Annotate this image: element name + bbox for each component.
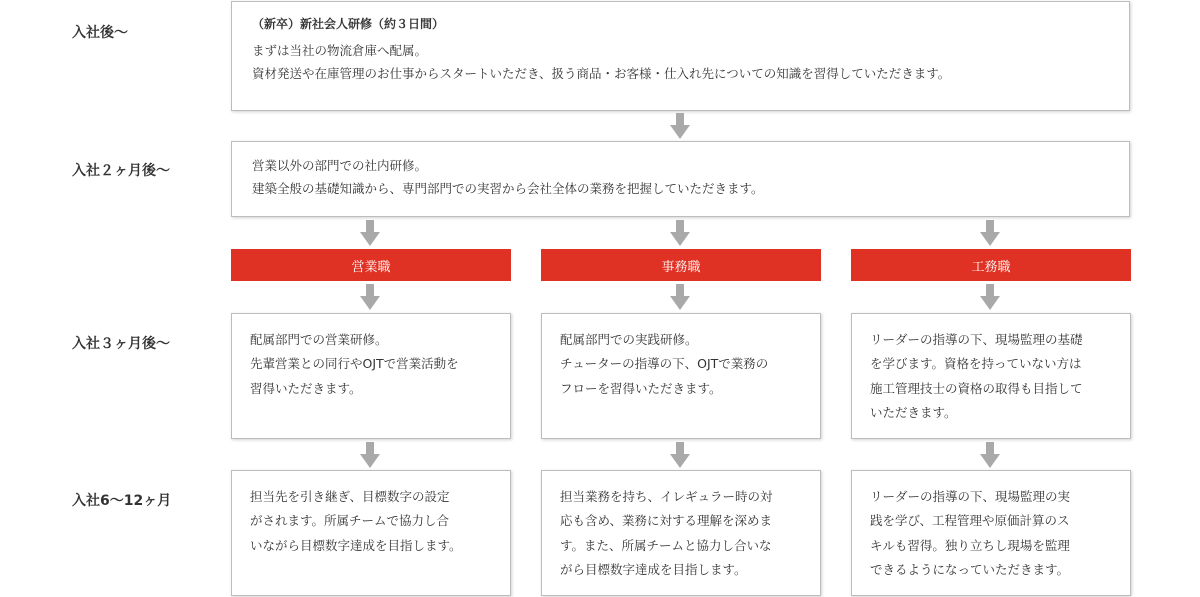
- month3-office-box: [541, 313, 821, 439]
- role-construction-header: 工務職: [851, 249, 1131, 281]
- month6-sales-line: いながら目標数字達成を目指します。: [250, 537, 462, 553]
- month6-office-box: [541, 470, 821, 596]
- month6-sales-line: 担当先を引き継ぎ、目標数字の設定: [250, 489, 450, 504]
- intro-training-box: [231, 1, 1130, 111]
- month6-construction-line: 践を学び、工程管理や原価計算のス: [870, 513, 1070, 529]
- month6-office-line: 応も含め、業務に対する理解を深めま: [560, 513, 773, 529]
- month3-office-line: チューターの指導の下、OJTで業務の: [560, 356, 769, 372]
- month2-training-box: [231, 141, 1130, 217]
- month6-office-line: す。また、所属チームと協力し合いな: [560, 537, 772, 553]
- month3-construction-line: 施工管理技士の資格の取得も目指して: [870, 380, 1083, 396]
- stage-label-month3: 入社３ヶ月後〜: [72, 336, 170, 352]
- month3-construction-line: リーダーの指導の下、現場監理の基礎: [870, 332, 1083, 347]
- month3-office-line: 配属部門での実践研修。: [560, 332, 698, 347]
- role-sales-header: 営業職: [231, 249, 511, 281]
- month2-line: 建築全般の基礎知識から、専門部門での実習から会社全体の業務を把握していただきます。: [252, 181, 764, 197]
- arrow-down-icon: [670, 113, 690, 139]
- month3-office-line: フローを習得いただきます。: [560, 380, 722, 396]
- arrow-down-icon: [980, 442, 1000, 468]
- month6-sales-box: [231, 470, 511, 596]
- arrow-down-icon: [980, 220, 1000, 246]
- month3-construction-line: を学びます。資格を持っていない方は: [870, 356, 1082, 372]
- arrow-down-icon: [360, 220, 380, 246]
- month6-construction-box: [851, 470, 1131, 596]
- month3-sales-box: [231, 313, 511, 439]
- stage-label-start: 入社後〜: [72, 25, 128, 41]
- intro-training-title: （新卒）新社会人研修（約３日間）: [252, 17, 445, 31]
- stage-label-month2: 入社２ヶ月後〜: [72, 163, 170, 179]
- month6-office-line: がら目標数字達成を目指します。: [560, 562, 747, 578]
- arrow-down-icon: [980, 284, 1000, 310]
- stage-label-month6-12: 入社6〜12ヶ月: [72, 493, 172, 509]
- arrow-down-icon: [670, 220, 690, 246]
- month6-construction-line: キルも習得。独り立ちし現場を監理: [870, 537, 1070, 553]
- month6-construction-line: できるようになっていただきます。: [870, 562, 1070, 578]
- month3-sales-line: 習得いただきます。: [250, 380, 362, 396]
- month6-office-line: 担当業務を持ち、イレギュラー時の対: [560, 489, 773, 504]
- intro-line: 資材発送や在庫管理のお仕事からスタートいただき、扱う商品・お客様・仕入れ先についての知識を習得していただきます。: [252, 66, 951, 82]
- month3-sales-line: 先輩営業との同行やOJTで営業活動を: [250, 356, 459, 372]
- arrow-down-icon: [360, 284, 380, 310]
- month6-sales-line: がされます。所属チームで協力し合: [250, 513, 450, 529]
- arrow-down-icon: [360, 442, 380, 468]
- role-office-header: 事務職: [541, 249, 821, 281]
- month3-construction-line: いただきます。: [870, 405, 957, 421]
- month6-construction-line: リーダーの指導の下、現場監理の実: [870, 489, 1071, 504]
- month3-sales-line: 配属部門での営業研修。: [250, 332, 388, 347]
- arrow-down-icon: [670, 284, 690, 310]
- month2-line: 営業以外の部門での社内研修。: [252, 158, 428, 173]
- arrow-down-icon: [670, 442, 690, 468]
- month3-construction-box: [851, 313, 1131, 439]
- intro-line: まずは当社の物流倉庫へ配属。: [252, 43, 428, 59]
